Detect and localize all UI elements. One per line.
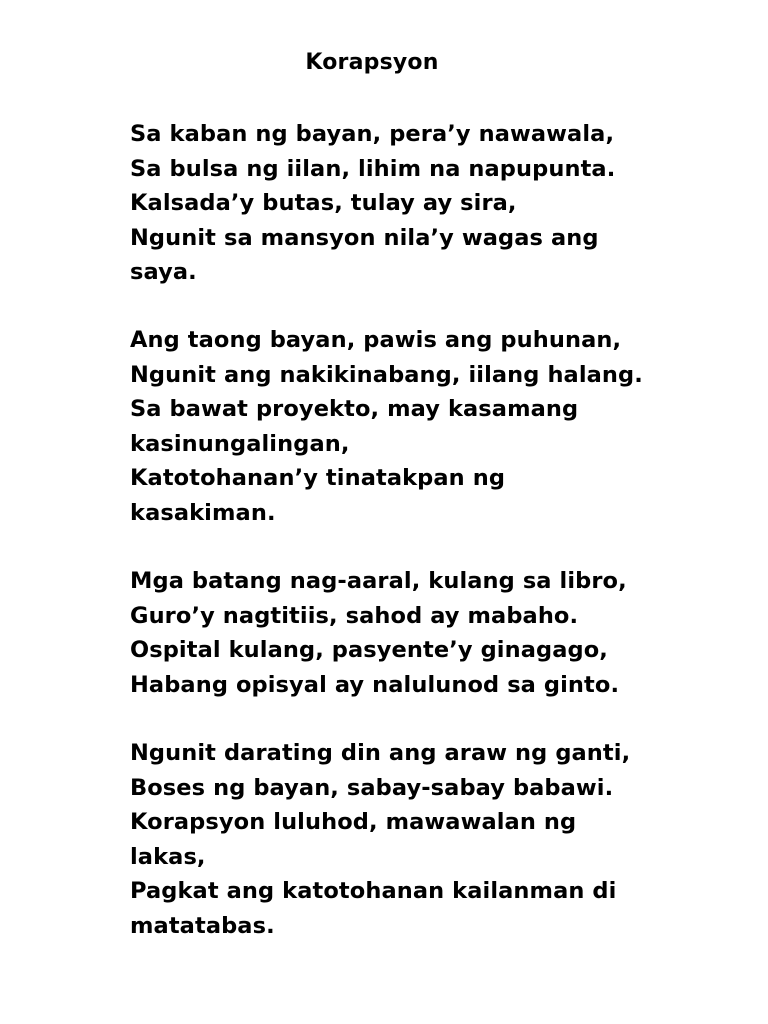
poem-line: lakas, — [130, 843, 206, 870]
poem-line: Sa bulsa ng iilan, lihim na napupunta. — [130, 155, 616, 182]
poem-line: Ang taong bayan, pawis ang puhunan, — [130, 327, 622, 353]
stanza-4 — [130, 736, 650, 943]
poem-line: Sa kaban ng bayan, pera’y nawawala, — [130, 121, 615, 147]
poem-line: Mga batang nag-aaral, kulang sa libro, — [130, 568, 627, 594]
poem-line: Korapsyon luluhod, mawawalan ng — [130, 809, 577, 835]
poem-line: matatabas. — [130, 912, 275, 939]
poem-line: Pagkat ang katotohanan kailanman di — [130, 878, 617, 904]
stanza-3 — [130, 564, 650, 702]
poem-line: Boses ng bayan, sabay-sabay babawi. — [130, 774, 614, 801]
stanza-2 — [130, 323, 650, 530]
poem-line: Guro’y nagtitiis, sahod ay mabaho. — [130, 602, 579, 629]
poem-line: Sa bawat proyekto, may kasamang — [130, 396, 579, 422]
poem-line: Habang opisyal ay nalulunod sa ginto. — [130, 671, 620, 698]
poem-line: Kalsada’y butas, tulay ay sira, — [130, 190, 517, 216]
poem-line: Katotohanan’y tinatakpan ng — [130, 465, 506, 491]
poem-line: Ngunit ang nakikinabang, iilang halang. — [130, 361, 643, 388]
poem-title: Korapsyon — [305, 50, 439, 75]
stanza-1 — [130, 117, 650, 290]
poem-line: Ngunit sa mansyon nila’y wagas ang — [130, 224, 599, 251]
poem-line: kasinungalingan, — [130, 430, 350, 457]
poem-line: saya. — [130, 259, 197, 285]
poem-line: Ospital kulang, pasyente’y ginagago, — [130, 637, 608, 663]
poem-line: kasakiman. — [130, 499, 276, 526]
poem-line: Ngunit darating din ang araw ng ganti, — [130, 740, 631, 766]
